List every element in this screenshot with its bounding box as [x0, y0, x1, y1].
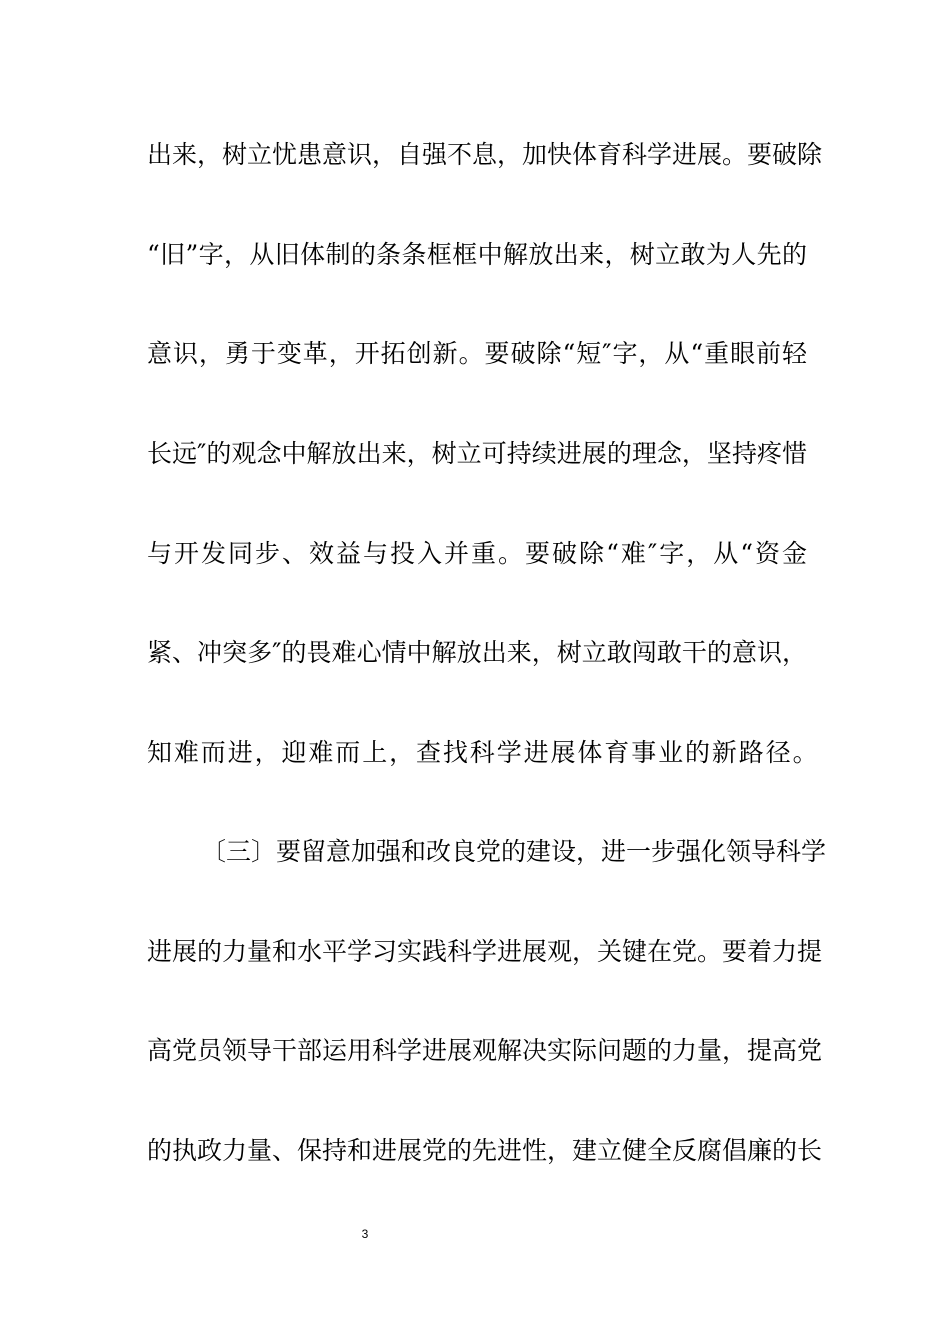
- paragraph-line: 与开发同步、效益与投入并重。要破除“难″字，从“资金: [147, 539, 807, 568]
- paragraph-line: “旧”字，从旧体制的条条框框中解放出来，树立敢为人先的: [147, 240, 807, 269]
- paragraph-line: 知难而进，迎难而上，查找科学进展体育事业的新路径。: [147, 738, 820, 767]
- paragraph-line: 进展的力量和水平学习实践科学进展观，关键在党。要着力提: [147, 937, 823, 966]
- paragraph-line: 意识，勇于变革，开拓创新。要破除“短″字，从“重眼前轻: [147, 339, 807, 368]
- paragraph-line: 出来，树立忧患意识，自强不息，加快体育科学进展。要破除: [147, 140, 823, 169]
- paragraph-line: 紧、冲突多″的畏难心情中解放出来，树立敢闯敢干的意识，: [147, 638, 807, 667]
- paragraph-line: 高党员领导干部运用科学进展观解决实际问题的力量，提高党: [147, 1036, 823, 1065]
- paragraph-line: 长远″的观念中解放出来，树立可持续进展的理念，坚持疼惜: [147, 439, 807, 468]
- page-number: 3: [361, 1227, 369, 1241]
- section-heading-line: 〔三〕要留意加强和改良党的建设，进一步强化领导科学: [201, 837, 827, 866]
- paragraph-line: 的执政力量、保持和进展党的先进性，建立健全反腐倡廉的长: [147, 1136, 823, 1165]
